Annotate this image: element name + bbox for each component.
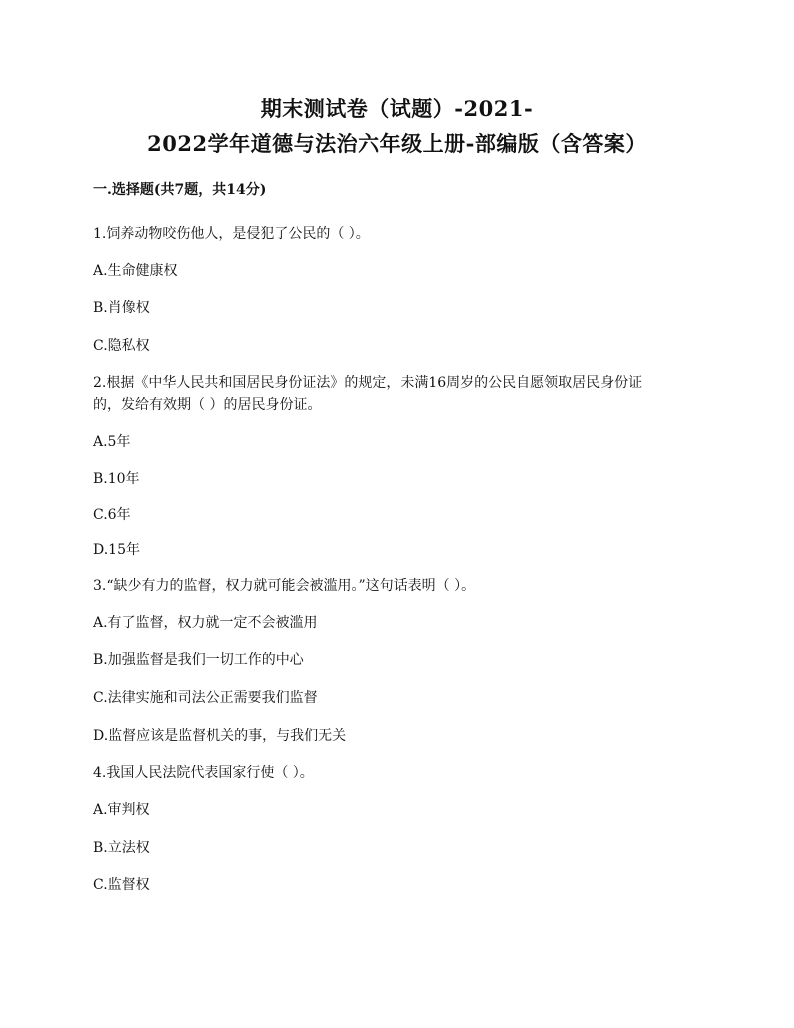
question-3-option-b: B.加强监督是我们一切工作的中心 [93, 652, 304, 668]
question-1-stem: 1.饲养动物咬伤他人，是侵犯了公民的（ ）。 [93, 226, 370, 242]
question-3-stem: 3.“缺少有力的监督，权力就可能会被滥用。”这句话表明（ ）。 [93, 578, 476, 594]
question-1-option-c: C.隐私权 [93, 338, 150, 354]
question-3-option-c: C.法律实施和司法公正需要我们监督 [93, 690, 318, 706]
question-4-option-c: C.监督权 [93, 877, 150, 893]
question-2-option-b: B.10年 [93, 471, 140, 487]
question-2-stem-line-2: 的，发给有效期（ ）的居民身份证。 [93, 397, 322, 413]
question-3-option-a: A.有了监督，权力就一定不会被滥用 [93, 615, 318, 631]
question-2-option-a: A.5年 [93, 434, 131, 450]
question-1-option-a: A.生命健康权 [93, 263, 178, 279]
exam-title-line-2: 2022学年道德与法治六年级上册-部编版（含答案） [147, 131, 647, 156]
question-1-option-b: B.肖像权 [93, 300, 150, 316]
section-heading: 一.选择题(共7题，共14分) [93, 182, 267, 198]
question-4-option-b: B.立法权 [93, 840, 150, 856]
question-3-option-d: D.监督应该是监督机关的事，与我们无关 [93, 728, 347, 744]
question-4-stem: 4.我国人民法院代表国家行使（ ）。 [93, 765, 314, 781]
question-2-option-c: C.6年 [93, 507, 131, 523]
exam-title-line-1: 期末测试卷（试题）-2021- [260, 96, 534, 121]
question-4-option-a: A.审判权 [93, 802, 150, 818]
question-2-option-d: D.15年 [93, 542, 140, 558]
question-2-stem-line-1: 2.根据《中华人民共和国居民身份证法》的规定，未满16周岁的公民自愿领取居民身份证 [93, 375, 643, 391]
